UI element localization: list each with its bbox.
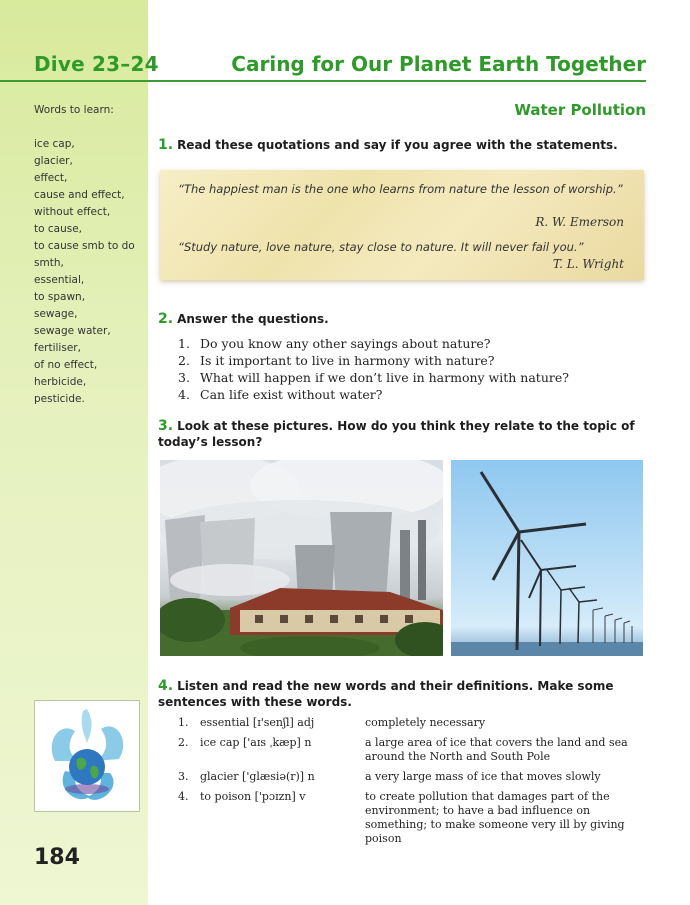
task-number: 3. <box>158 418 174 434</box>
wind-turbines-illustration <box>451 460 643 656</box>
header-rule <box>0 80 646 82</box>
vocab-definition: to create pollution that damages part of the environment; to have a bad influence on something; to make someone very ill by giving poison <box>365 790 625 845</box>
power-plant-illustration <box>160 460 443 656</box>
task-number: 4. <box>158 678 174 694</box>
list-item: 1. Do you know any other sayings about nature? <box>178 336 491 351</box>
words-to-learn-title: Words to learn: <box>34 104 114 116</box>
word-item: without effect, <box>34 206 111 218</box>
word-item: smth, <box>34 257 64 269</box>
vocab-definition: a very large mass of ice that moves slowly <box>365 770 601 783</box>
word-item: to spawn, <box>34 291 86 303</box>
word-item: sewage water, <box>34 325 111 337</box>
word-item: essential, <box>34 274 85 286</box>
vocab-word: ice cap ['aɪs ˌkæp] n <box>200 736 312 749</box>
quote-1: “The happiest man is the one who learns from nature the lesson of worship.” <box>178 182 623 196</box>
task-number: 2. <box>158 311 174 327</box>
wind-turbines-photo <box>451 460 643 656</box>
words-list <box>34 136 135 408</box>
word-item: sewage, <box>34 308 78 320</box>
quote-2-author: T. L. Wright <box>552 257 624 271</box>
vocab-row: 2. ice cap ['aɪs ˌkæp] n a large area of ice that covers the land and sea around the North and South Pole <box>178 736 648 764</box>
task-1-instruction <box>158 137 648 153</box>
page-title: Caring for Our Planet Earth Together <box>231 52 646 76</box>
vocab-row: 1. essential [ɪ'senʃl] adj completely necessary <box>178 716 648 730</box>
task-4-instruction <box>158 678 646 710</box>
task-text: Listen and read the new words and their definitions. Make some sentences with these words. <box>158 679 614 709</box>
word-item: ice cap, <box>34 138 75 150</box>
water-globe-logo <box>34 700 140 812</box>
vocab-row: 3. glacier ['glæsiə(r)] n a very large mass of ice that moves slowly <box>178 770 648 784</box>
vocab-definition: completely necessary <box>365 716 486 729</box>
task-3-instruction <box>158 418 646 450</box>
word-item: of no effect, <box>34 359 98 371</box>
task-text: Look at these pictures. How do you think they relate to the topic of today’s lesson? <box>158 419 635 449</box>
list-item: 4. Can life exist without water? <box>178 387 383 402</box>
quote-1-author: R. W. Emerson <box>535 215 624 229</box>
water-splash-icon <box>35 701 139 811</box>
task-2-instruction <box>158 311 648 327</box>
word-item: glacier, <box>34 155 73 167</box>
word-item: pesticide. <box>34 393 85 405</box>
task-number: 1. <box>158 137 174 153</box>
task-text: Answer the questions. <box>177 312 329 326</box>
word-item: effect, <box>34 172 68 184</box>
word-item: cause and effect, <box>34 189 125 201</box>
power-plant-photo <box>160 460 443 656</box>
list-item: 3. What will happen if we don’t live in harmony with nature? <box>178 370 569 385</box>
vocab-row: 4. to poison ['pɔɪzn] v to create pollution that damages part of the environment; to have a bad influence on something; to make someone very ill by giving poison <box>178 790 648 846</box>
word-item: herbicide, <box>34 376 87 388</box>
vocab-definition: a large area of ice that covers the land and sea around the North and South Pole <box>365 736 628 763</box>
task-text: Read these quotations and say if you agree with the statements. <box>177 138 618 152</box>
vocab-word: to poison ['pɔɪzn] v <box>200 790 306 803</box>
section-subtitle: Water Pollution <box>514 101 646 119</box>
word-item: fertiliser, <box>34 342 81 354</box>
vocab-word: glacier ['glæsiə(r)] n <box>200 770 315 783</box>
quote-2: “Study nature, love nature, stay close to nature. It will never fail you.” <box>178 240 584 254</box>
word-item: to cause smb to do <box>34 240 135 252</box>
word-item: to cause, <box>34 223 83 235</box>
vocab-word: essential [ɪ'senʃl] adj <box>200 716 315 729</box>
page-number: 184 <box>34 845 80 870</box>
list-item: 2. Is it important to live in harmony with nature? <box>178 353 495 368</box>
vocabulary-table <box>178 716 648 852</box>
dive-label: Dive 23–24 <box>34 52 159 76</box>
questions-list <box>178 335 569 403</box>
